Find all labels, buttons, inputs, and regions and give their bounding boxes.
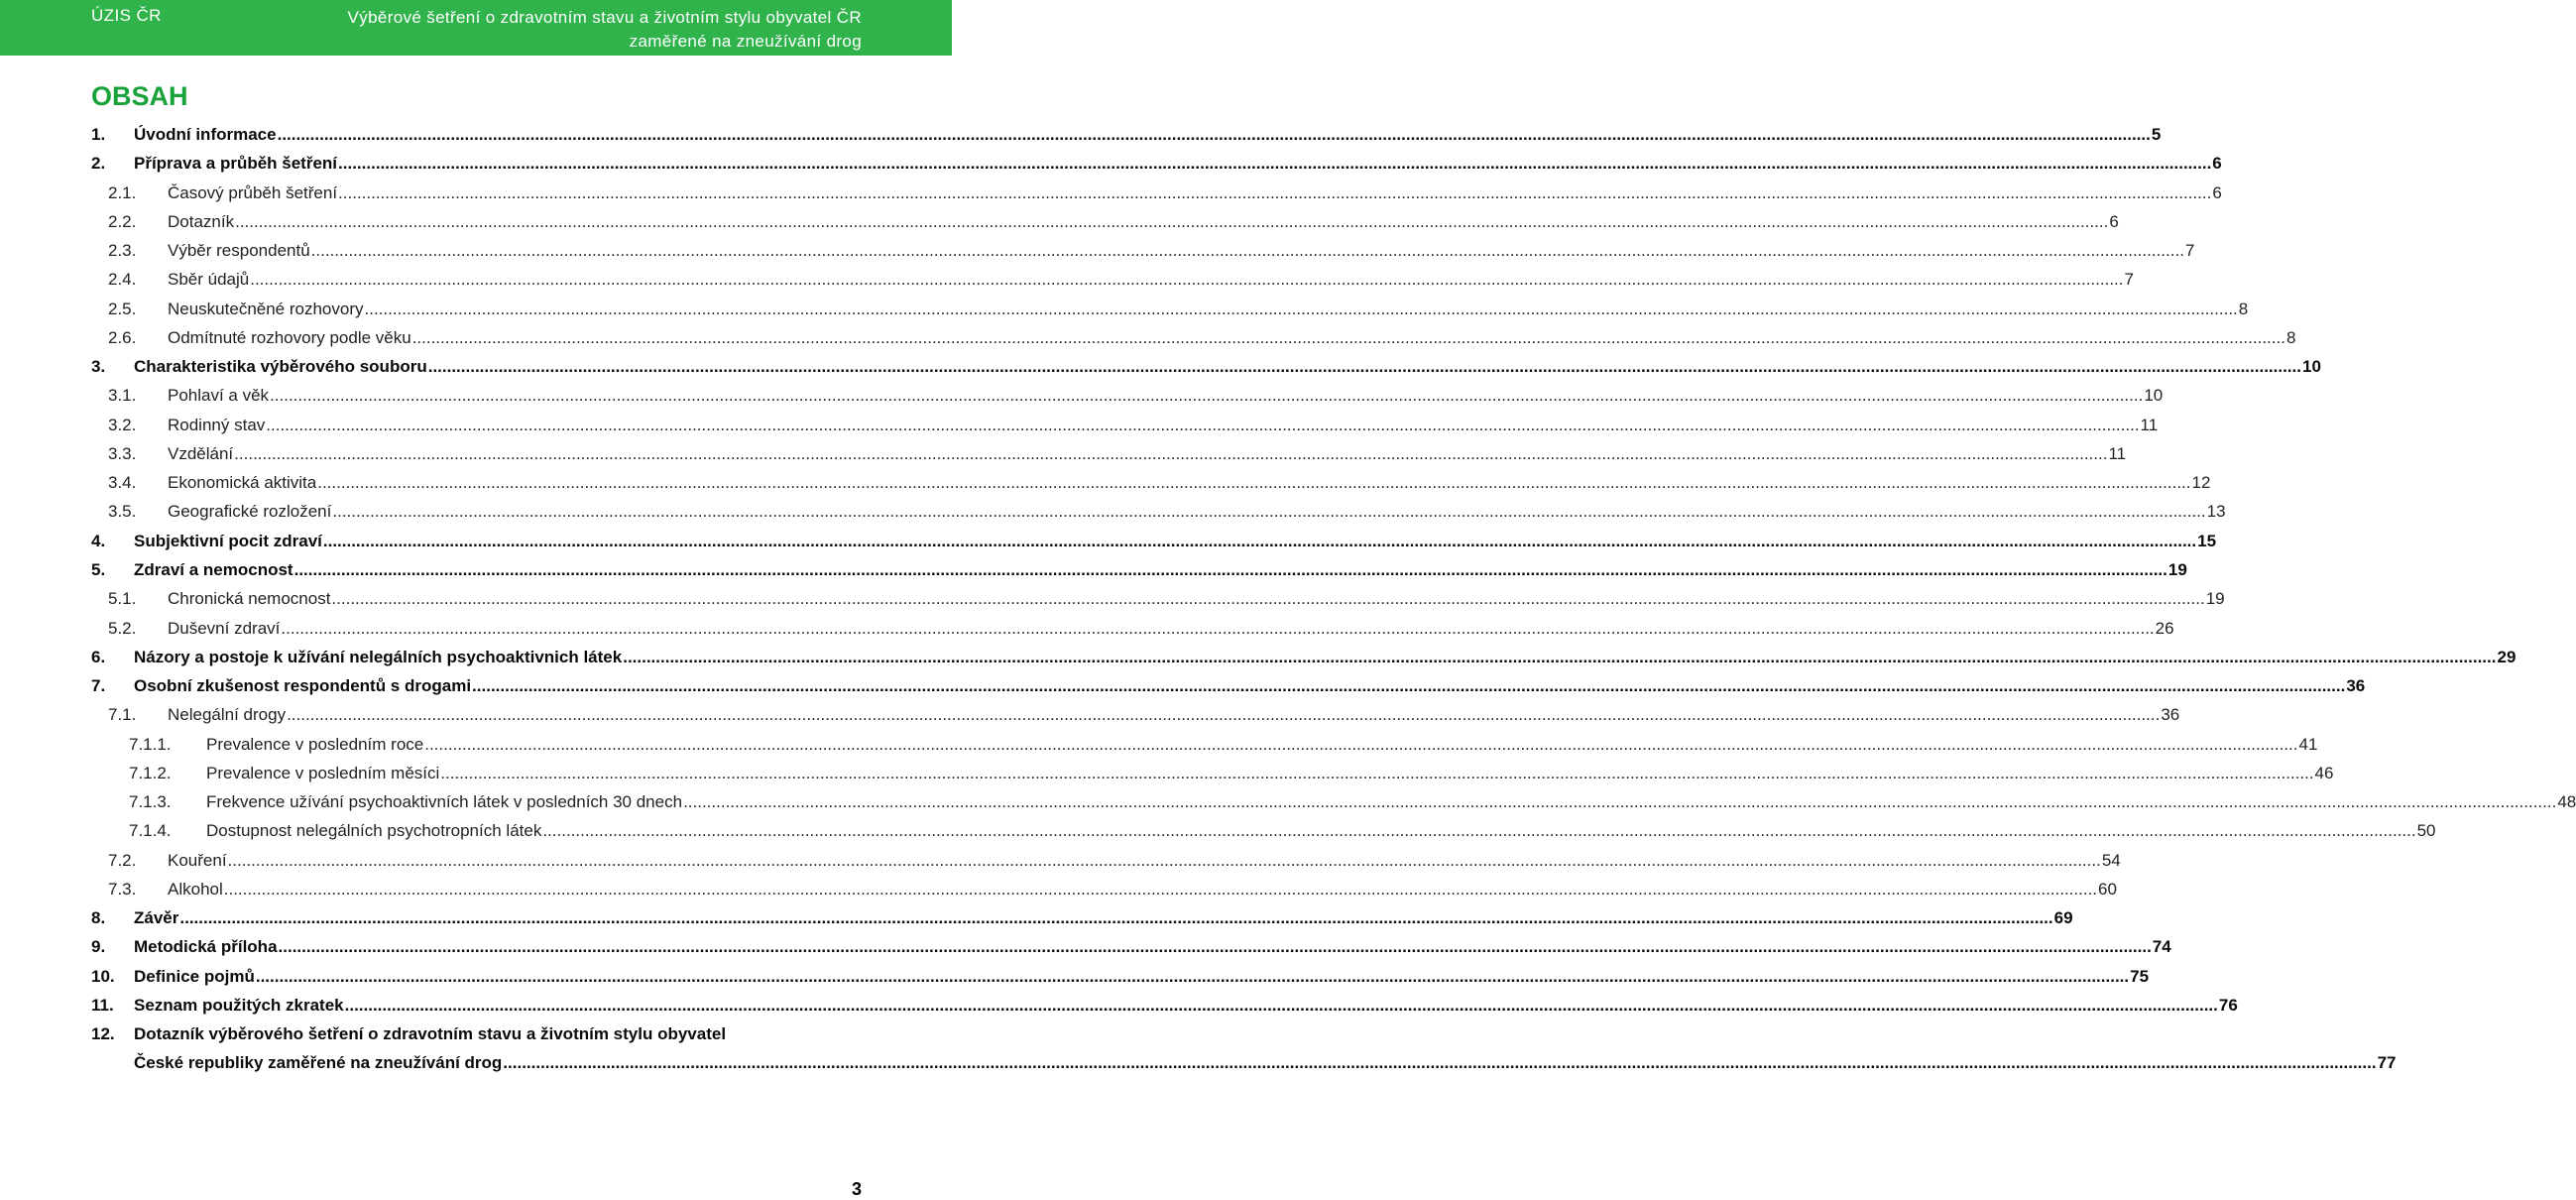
toc-entry-title: Osobní zkušenost respondentů s drogami (134, 676, 472, 696)
toc-entry-page: 69 (2053, 908, 2073, 928)
toc-entry-title: Časový průběh šetření (168, 182, 338, 202)
toc-entry-title: Rodinný stav (168, 415, 266, 434)
toc-leader-dots: ................................................................................................................................................................................................................................................................................................................................................................................................................ (472, 676, 2346, 696)
toc-entry[interactable] (91, 352, 2321, 381)
toc-entry[interactable] (91, 207, 2119, 236)
toc-entry-number: 3.2. (108, 415, 137, 434)
toc-entry-page: 60 (2098, 879, 2117, 899)
toc-entry-title: Frekvence užívání psychoaktivních látek v posledních 30 dnech (206, 792, 683, 812)
toc-entry-page: 36 (2161, 705, 2180, 725)
toc-entry-page: 29 (2497, 647, 2517, 666)
toc-entry-title: Metodická příloha (134, 937, 278, 957)
toc-entry[interactable] (91, 759, 2334, 787)
toc-entry[interactable] (91, 932, 2171, 961)
toc-leader-dots: ................................................................................................................................................................................................................................................................................................................................................................................................................ (331, 589, 2205, 609)
toc-entry-number: 7.1.4. (129, 821, 172, 841)
toc-leader-dots: ................................................................................................................................................................................................................................................................................................................................................................................................................ (277, 125, 2151, 144)
toc-entry-title: Odmítnuté rozhovory podle věku (168, 327, 411, 347)
toc-leader-dots: ................................................................................................................................................................................................................................................................................................................................................................................................................ (250, 270, 2124, 290)
toc-entry[interactable] (91, 295, 2249, 323)
toc-leader-dots: ................................................................................................................................................................................................................................................................................................................................................................................................................ (338, 182, 2212, 202)
toc-leader-dots: ................................................................................................................................................................................................................................................................................................................................................................................................................ (317, 473, 2191, 493)
header-org: ÚZIS ČR (91, 6, 162, 25)
toc-entry[interactable] (91, 439, 2127, 468)
toc-leader-dots: ................................................................................................................................................................................................................................................................................................................................................................................................................ (338, 154, 2212, 174)
toc-entry-title: Příprava a průběh šetření (134, 154, 338, 174)
toc-entry-title: Vzdělání (168, 443, 234, 463)
toc-leader-dots: ................................................................................................................................................................................................................................................................................................................................................................................................................ (293, 559, 2167, 579)
toc-entry-page: 19 (2205, 589, 2225, 609)
toc-entry-title: Ekonomická aktivita (168, 473, 317, 493)
toc-entry[interactable] (91, 381, 2164, 410)
toc-entry-number: 6. (91, 647, 106, 666)
toc-entry-page: 15 (2197, 531, 2217, 550)
toc-entry[interactable] (91, 787, 2576, 816)
toc-entry-number: 7.1.2. (129, 763, 172, 782)
toc-leader-dots: ................................................................................................................................................................................................................................................................................................................................................................................................................ (310, 241, 2184, 261)
toc-entry-number: 10. (91, 966, 115, 986)
toc-entry-title: Výběr respondentů (168, 241, 310, 261)
toc-entry[interactable] (91, 323, 2296, 352)
toc-entry[interactable] (91, 643, 2517, 671)
toc-entry-title: Seznam použitých zkratek (134, 995, 344, 1015)
toc-entry-title: Subjektivní pocit zdraví (134, 531, 322, 550)
toc-entry-title: Názory a postoje k užívání nelegálních psychoaktivnich látek (134, 647, 623, 666)
toc-leader-dots: ................................................................................................................................................................................................................................................................................................................................................................................................................ (411, 327, 2285, 347)
toc-entry-number: 2.2. (108, 211, 137, 231)
toc-entry[interactable] (91, 527, 2217, 555)
toc-entry-title: Dotazník (168, 211, 235, 231)
toc-entry-page: 6 (2109, 211, 2119, 231)
toc-entry-number: 3. (91, 357, 106, 377)
toc-entry[interactable] (91, 555, 2187, 584)
toc-entry-title: Zdraví a nemocnost (134, 559, 293, 579)
toc-entry-page: 8 (2238, 299, 2249, 318)
toc-leader-dots: ................................................................................................................................................................................................................................................................................................................................................................................................................ (278, 937, 2152, 957)
toc-entry-title: Pohlaví a věk (168, 386, 270, 406)
toc-leader-dots: ................................................................................................................................................................................................................................................................................................................................................................................................................ (281, 618, 2155, 638)
toc-entry-number: 2.1. (108, 182, 137, 202)
toc-entry-page: 76 (2218, 995, 2238, 1015)
toc-entry-title: Geografické rozložení (168, 502, 332, 522)
toc-entry-number: 12. (91, 1024, 115, 1044)
toc-entry[interactable] (91, 700, 2180, 729)
toc-leader-dots: ................................................................................................................................................................................................................................................................................................................................................................................................................ (440, 763, 2314, 782)
toc-entry-title: Kouření (168, 850, 227, 870)
toc-entry-title: Alkohol (168, 879, 223, 899)
toc-entry-page: 41 (2298, 734, 2318, 754)
toc-entry-number: 7.1.1. (129, 734, 172, 754)
toc-entry-page: 11 (2108, 443, 2127, 463)
toc-entry-page: 46 (2314, 763, 2334, 782)
toc-entry-title-continued: České republiky zaměřené na zneužívání drog (134, 1053, 503, 1073)
toc-entry-number: 9. (91, 937, 106, 957)
toc-entry[interactable] (91, 584, 2225, 613)
toc-leader-dots: ................................................................................................................................................................................................................................................................................................................................................................................................................ (234, 443, 2108, 463)
toc-entry-number: 2.5. (108, 299, 137, 318)
toc-entry-number: 5.2. (108, 618, 137, 638)
toc-entry-number: 2.4. (108, 270, 137, 290)
toc-entry-number: 7. (91, 676, 106, 696)
toc-entry-page: 54 (2101, 850, 2121, 870)
toc-entry-number: 2. (91, 154, 106, 174)
toc-entry-page: 74 (2152, 937, 2171, 957)
toc-entry-title: Neuskutečněné rozhovory (168, 299, 364, 318)
toc-entry-number: 11. (91, 995, 114, 1015)
toc-entry[interactable] (91, 179, 2222, 207)
toc-entry-title: Závěr (134, 908, 179, 928)
toc-entry-page: 10 (2144, 386, 2164, 406)
toc-entry[interactable] (91, 991, 2238, 1020)
toc-entry-title: Prevalence v posledním měsíci (206, 763, 440, 782)
toc-entry[interactable] (91, 1020, 2397, 1077)
toc-entry[interactable] (91, 816, 2436, 845)
toc-entry-title: Definice pojmů (134, 966, 255, 986)
toc-leader-dots: ................................................................................................................................................................................................................................................................................................................................................................................................................ (223, 879, 2098, 899)
toc-entry-title: Nelegální drogy (168, 705, 287, 725)
toc-entry-page: 50 (2416, 821, 2436, 841)
toc-entry[interactable] (91, 614, 2174, 643)
toc-entry-number: 7.2. (108, 850, 137, 870)
page-number: 3 (851, 1179, 862, 1199)
toc-entry-page: 13 (2206, 502, 2226, 522)
toc-entry-page: 10 (2301, 357, 2321, 377)
toc-leader-dots: ................................................................................................................................................................................................................................................................................................................................................................................................................ (542, 821, 2416, 841)
toc-entry[interactable] (91, 875, 2117, 903)
toc-entry-page: 7 (2124, 270, 2134, 290)
toc-entry-title: Dotazník výběrového šetření o zdravotním stavu a životním stylu obyvatel (134, 1024, 727, 1044)
toc-entry-number: 5.1. (108, 589, 137, 609)
toc-leader-dots: ................................................................................................................................................................................................................................................................................................................................................................................................................ (364, 299, 2238, 318)
toc-entry[interactable] (91, 730, 2318, 759)
toc-leader-dots: ................................................................................................................................................................................................................................................................................................................................................................................................................ (227, 850, 2101, 870)
toc-entry[interactable] (91, 962, 2150, 991)
toc-heading: OBSAH (91, 81, 188, 111)
toc-entry-page: 48 (2557, 792, 2576, 812)
toc-entry[interactable] (91, 120, 2162, 149)
toc-leader-dots: ................................................................................................................................................................................................................................................................................................................................................................................................................ (179, 908, 2053, 928)
toc-entry-number: 7.3. (108, 879, 137, 899)
toc-entry-title: Prevalence v posledním roce (206, 734, 424, 754)
toc-entry-number: 4. (91, 531, 106, 550)
toc-leader-dots: ................................................................................................................................................................................................................................................................................................................................................................................................................ (332, 502, 2206, 522)
toc-entry-number: 7.1.3. (129, 792, 172, 812)
toc-entry-page: 12 (2191, 473, 2211, 493)
toc-entry-number: 7.1. (108, 705, 137, 725)
toc-entry[interactable] (91, 265, 2134, 294)
toc-entry-number: 5. (91, 559, 106, 579)
toc-leader-dots: ................................................................................................................................................................................................................................................................................................................................................................................................................ (270, 386, 2144, 406)
toc-entry-title: Dostupnost nelegálních psychotropních látek (206, 821, 542, 841)
toc-entry-page: 19 (2167, 559, 2187, 579)
toc-entry[interactable] (91, 149, 2222, 178)
toc-leader-dots: ................................................................................................................................................................................................................................................................................................................................................................................................................ (255, 966, 2130, 986)
toc-entry-page: 6 (2212, 182, 2222, 202)
toc-leader-dots: ................................................................................................................................................................................................................................................................................................................................................................................................................ (266, 415, 2140, 434)
toc-entry[interactable] (91, 468, 2211, 497)
toc-entry-title: Charakteristika výběrového souboru (134, 357, 427, 377)
toc-entry[interactable] (91, 236, 2195, 265)
toc-leader-dots: ................................................................................................................................................................................................................................................................................................................................................................................................................ (344, 995, 2218, 1015)
toc-entry-title: Chronická nemocnost (168, 589, 331, 609)
toc-entry-number: 8. (91, 908, 106, 928)
toc-entry[interactable] (91, 497, 2226, 526)
toc-leader-dots: ................................................................................................................................................................................................................................................................................................................................................................................................................ (424, 734, 2298, 754)
toc-entry-number: 2.6. (108, 327, 137, 347)
toc-entry-number: 3.5. (108, 502, 137, 522)
toc-entry-title: Úvodní informace (134, 125, 277, 144)
toc-entry-page: 6 (2212, 154, 2222, 174)
toc-entry-number: 3.4. (108, 473, 137, 493)
page-header (0, 0, 952, 56)
table-of-contents (91, 120, 2576, 1077)
toc-entry-page: 11 (2140, 415, 2159, 434)
toc-entry-number: 3.1. (108, 386, 137, 406)
toc-leader-dots: ................................................................................................................................................................................................................................................................................................................................................................................................................ (623, 647, 2497, 666)
toc-entry[interactable] (91, 411, 2159, 439)
toc-leader-dots: ................................................................................................................................................................................................................................................................................................................................................................................................................ (287, 705, 2161, 725)
toc-entry-page: 8 (2285, 327, 2296, 347)
toc-entry[interactable] (91, 903, 2073, 932)
toc-entry-page: 7 (2184, 241, 2195, 261)
toc-leader-dots: ................................................................................................................................................................................................................................................................................................................................................................................................................ (503, 1053, 2377, 1073)
toc-entry-number: 3.3. (108, 443, 137, 463)
toc-entry[interactable] (91, 671, 2366, 700)
toc-entry-page: 26 (2155, 618, 2174, 638)
toc-entry[interactable] (91, 846, 2121, 875)
toc-leader-dots: ................................................................................................................................................................................................................................................................................................................................................................................................................ (235, 211, 2109, 231)
toc-entry-page: 5 (2151, 125, 2162, 144)
toc-entry-title: Sběr údajů (168, 270, 250, 290)
toc-entry-number: 1. (91, 125, 106, 144)
header-title-line1: Výběrové šetření o zdravotním stavu a životním stylu obyvatel ČR (347, 8, 862, 27)
header-title-line2: zaměřené na zneužívání drog (629, 32, 862, 51)
toc-leader-dots: ................................................................................................................................................................................................................................................................................................................................................................................................................ (322, 531, 2197, 550)
toc-entry-page: 77 (2377, 1053, 2397, 1073)
toc-entry-title: Duševní zdraví (168, 618, 281, 638)
toc-entry-page: 36 (2346, 676, 2366, 696)
header-title (348, 6, 862, 54)
toc-entry-number: 2.3. (108, 241, 137, 261)
toc-leader-dots: ................................................................................................................................................................................................................................................................................................................................................................................................................ (427, 357, 2301, 377)
toc-entry-page: 75 (2130, 966, 2150, 986)
toc-leader-dots: ................................................................................................................................................................................................................................................................................................................................................................................................................ (683, 792, 2557, 812)
